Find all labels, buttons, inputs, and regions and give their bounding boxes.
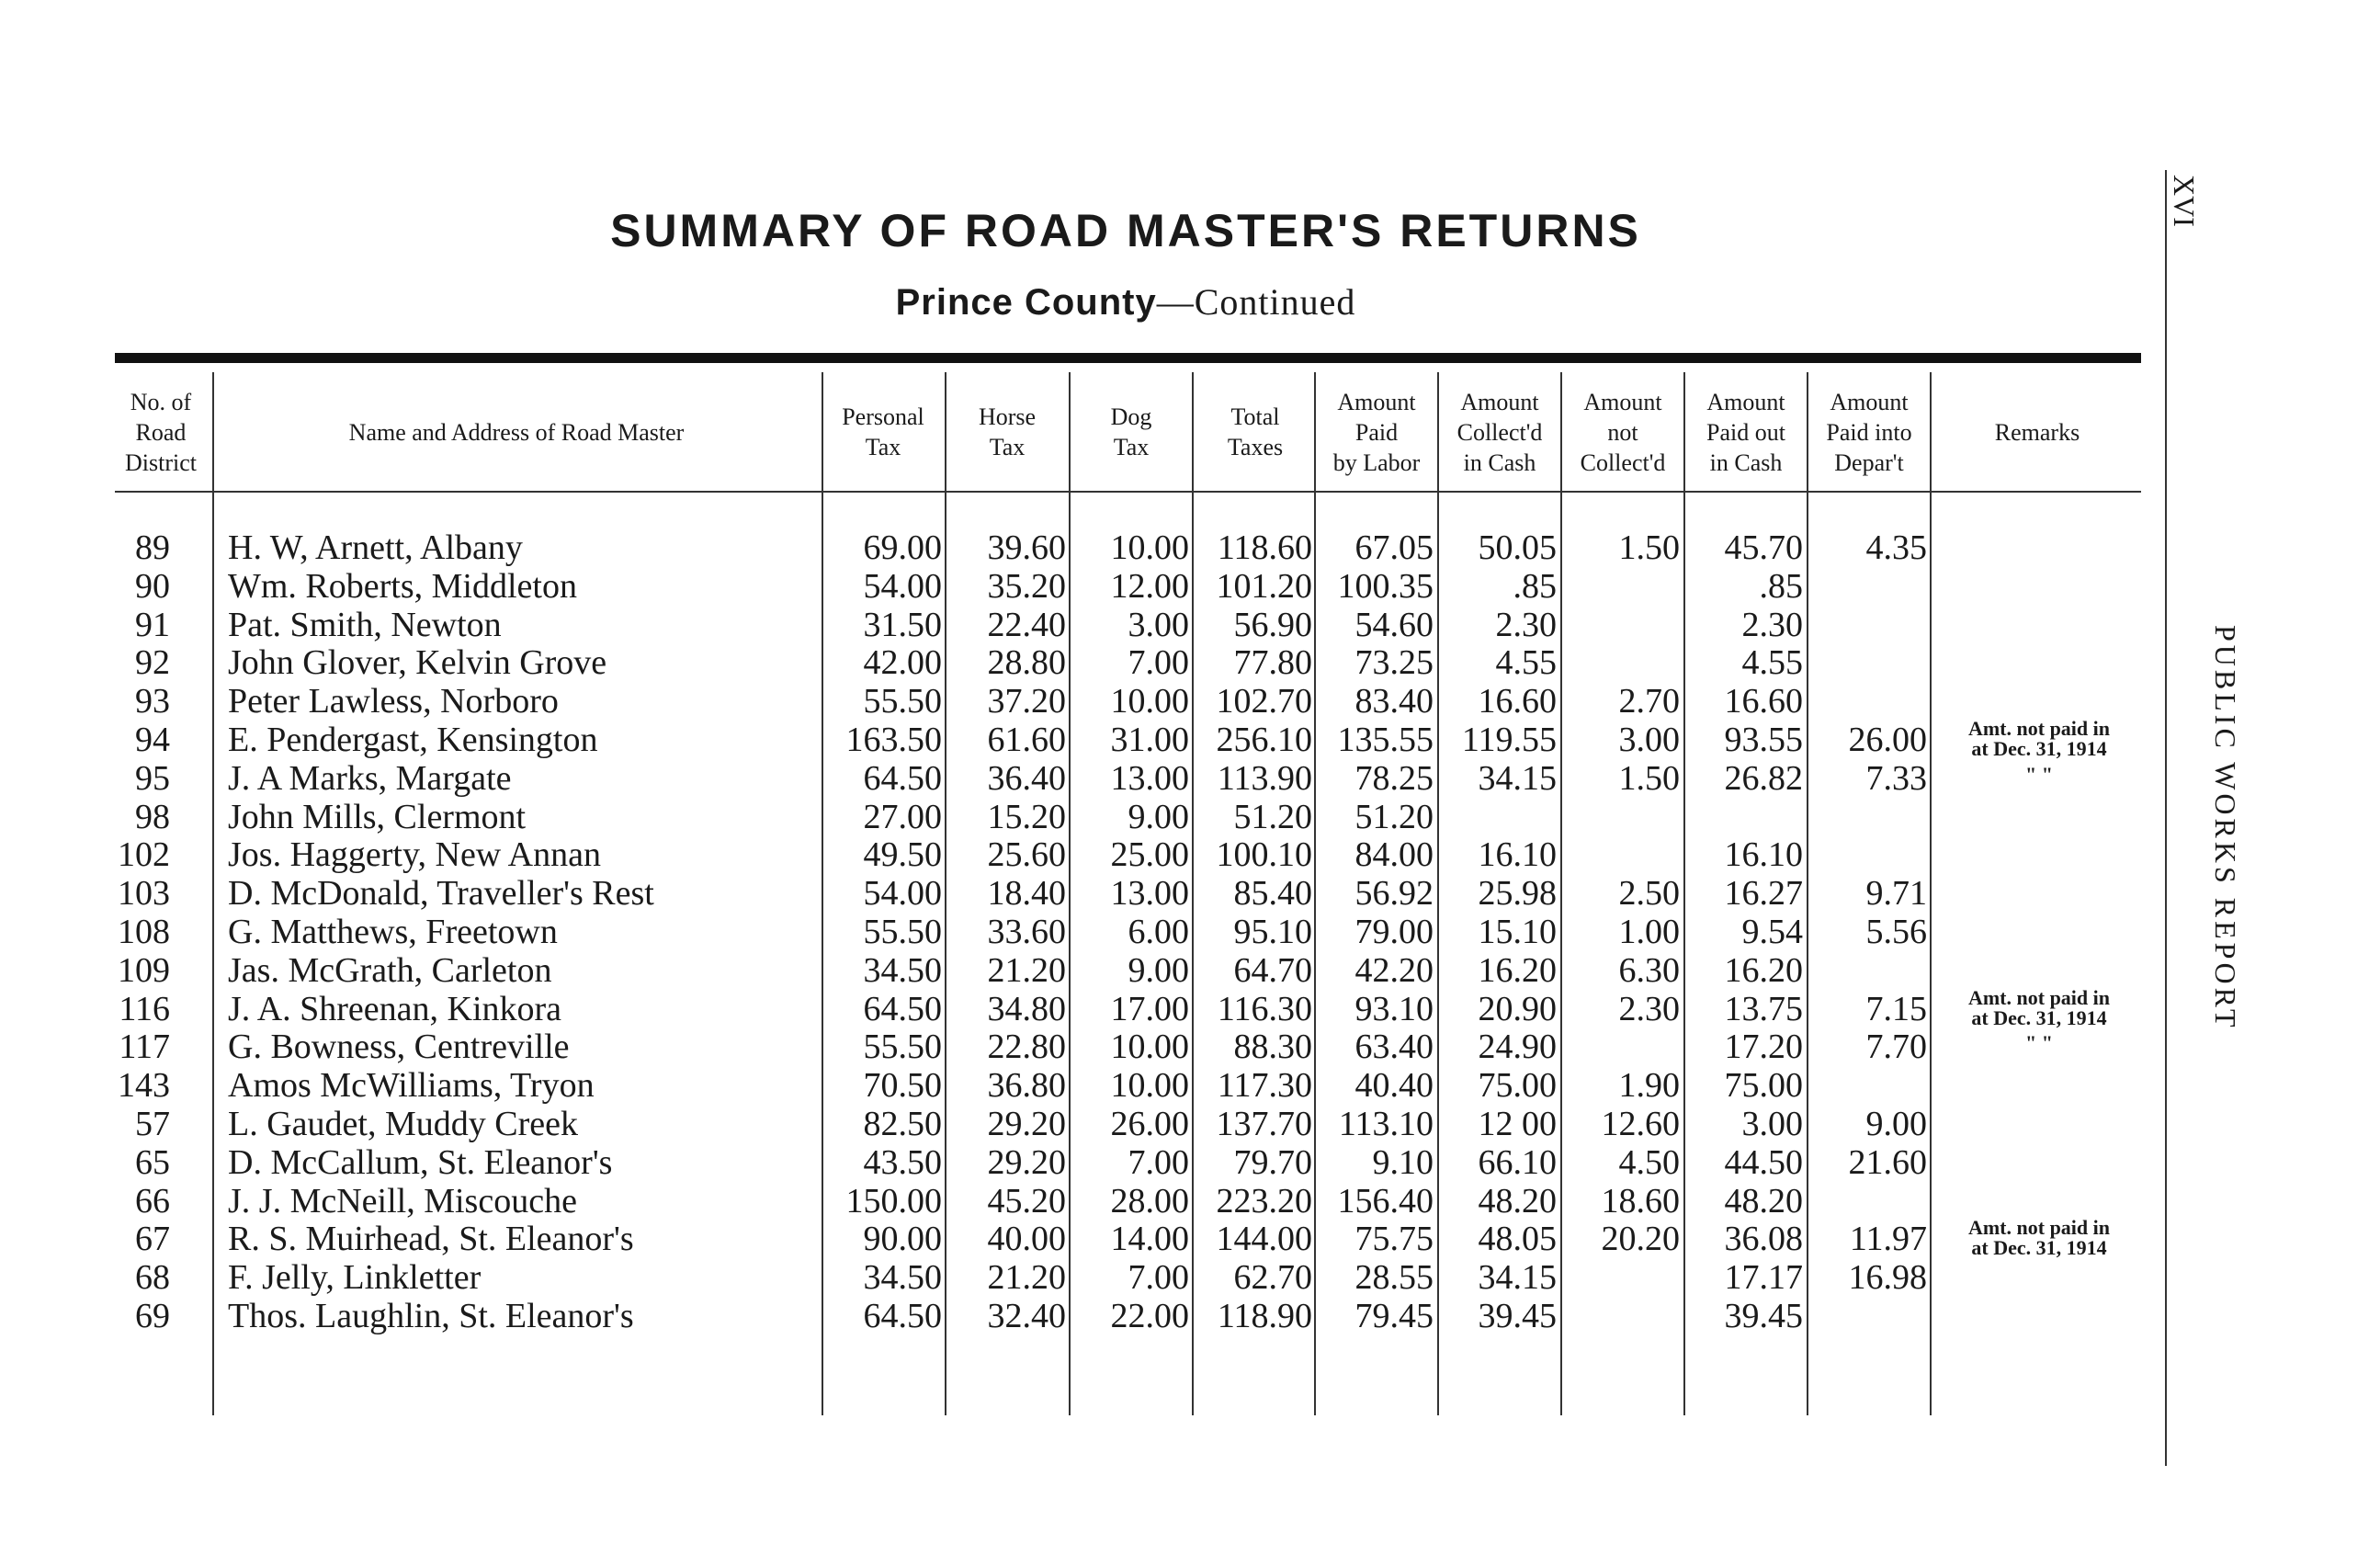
personal-tax-cell: 34.50 (863, 1258, 942, 1298)
paid-by-labor-cell: 40.40 (1354, 1066, 1434, 1106)
horse-tax-cell: 21.20 (987, 1258, 1066, 1298)
district-cell: 66 (135, 1181, 170, 1220)
name-cell: J. A. Shreenan, Kinkora (228, 989, 562, 1028)
header-paid-by-labor: Amount Paid by Labor (1332, 388, 1421, 476)
horse-tax-cell: 21.20 (987, 950, 1066, 990)
name-cell: Jas. McGrath, Carleton (228, 950, 552, 990)
collected-cash-cell: 16.10 (1478, 835, 1557, 875)
paid-out-cell: 16.60 (1724, 682, 1803, 721)
collected-cash-cell: 25.98 (1478, 874, 1557, 914)
paid-by-labor-cell: 83.40 (1354, 682, 1434, 721)
district-cell: 109 (118, 950, 170, 990)
district-cell: 89 (135, 528, 170, 567)
district-cell: 92 (135, 643, 170, 683)
personal-tax-cell: 70.50 (863, 1066, 942, 1106)
table-row (0, 1066, 2380, 1105)
horse-tax-cell: 29.20 (987, 1105, 1066, 1143)
collected-cash-cell: 119.55 (1461, 721, 1557, 759)
remark-note (1934, 1033, 2144, 1053)
remark-line: " " (2025, 762, 2053, 786)
dog-tax-cell: 10.00 (1110, 1027, 1189, 1067)
table-row (0, 682, 2380, 721)
dog-tax-cell: 25.00 (1110, 835, 1189, 875)
paid-out-cell: 48.20 (1724, 1181, 1803, 1220)
personal-tax-cell: 150.00 (845, 1181, 942, 1220)
not-collected-cell: 1.00 (1618, 913, 1680, 951)
paid-by-labor-cell: 75.75 (1354, 1220, 1434, 1259)
horse-tax-cell: 37.20 (987, 682, 1066, 721)
table-row (0, 606, 2380, 644)
name-cell: J. A Marks, Margate (228, 758, 512, 798)
collected-cash-cell: 15.10 (1478, 913, 1557, 951)
county-name: Prince County (895, 282, 1157, 323)
collected-cash-cell: 16.60 (1478, 682, 1557, 721)
paid-out-cell: 75.00 (1724, 1066, 1803, 1106)
total-taxes-cell: 79.70 (1233, 1142, 1312, 1182)
name-cell: D. McCallum, St. Eleanor's (228, 1142, 613, 1182)
district-cell: 143 (118, 1066, 170, 1106)
paid-by-labor-cell: 113.10 (1338, 1105, 1434, 1143)
dog-tax-cell: 9.00 (1128, 950, 1189, 990)
district-cell: 68 (135, 1258, 170, 1298)
horse-tax-cell: 45.20 (987, 1181, 1066, 1220)
table-row (0, 643, 2380, 682)
personal-tax-cell: 64.50 (863, 989, 942, 1028)
name-cell: E. Pendergast, Kensington (228, 721, 598, 759)
paid-out-cell: .85 (1759, 566, 1803, 606)
personal-tax-cell: 82.50 (863, 1105, 942, 1143)
remark-line: at Dec. 31, 1914 (1971, 1236, 2107, 1260)
total-taxes-cell: 56.90 (1233, 605, 1312, 644)
district-cell: 67 (135, 1220, 170, 1259)
paid-by-labor-cell: 9.10 (1372, 1142, 1434, 1182)
paid-out-cell: 36.08 (1724, 1220, 1803, 1259)
paid-out-cell: 3.00 (1741, 1105, 1803, 1143)
table-row (0, 835, 2380, 874)
header-total-taxes: Total Taxes (1227, 403, 1284, 460)
paid-into-cell: 16.98 (1848, 1258, 1927, 1298)
remark-note (1934, 1218, 2144, 1258)
paid-out-cell: 93.55 (1724, 721, 1803, 759)
paid-into-cell: 9.00 (1865, 1105, 1927, 1143)
district-cell: 93 (135, 682, 170, 721)
not-collected-cell: 2.50 (1618, 874, 1680, 914)
header-collected-in-cash: Amount Collect'd in Cash (1456, 388, 1543, 476)
paid-out-cell: 13.75 (1724, 989, 1803, 1028)
collected-cash-cell: 48.05 (1478, 1220, 1557, 1259)
paid-out-cell: 4.55 (1741, 643, 1803, 683)
collected-cash-cell: 4.55 (1495, 643, 1557, 683)
collected-cash-cell: 20.90 (1478, 989, 1557, 1028)
collected-cash-cell: 2.30 (1495, 605, 1557, 644)
paid-by-labor-cell: 79.00 (1354, 913, 1434, 951)
paid-by-labor-cell: 51.20 (1354, 797, 1434, 836)
horse-tax-cell: 28.80 (987, 643, 1066, 683)
table-row (0, 1182, 2380, 1220)
district-cell: 108 (118, 913, 170, 951)
name-cell: Peter Lawless, Norboro (228, 682, 559, 721)
paid-by-labor-cell: 56.92 (1354, 874, 1434, 914)
horse-tax-cell: 33.60 (987, 913, 1066, 951)
personal-tax-cell: 27.00 (863, 797, 942, 836)
total-taxes-cell: 101.20 (1216, 566, 1312, 606)
district-cell: 90 (135, 566, 170, 606)
dog-tax-cell: 7.00 (1128, 643, 1189, 683)
total-taxes-cell: 77.80 (1233, 643, 1312, 683)
paid-out-cell: 45.70 (1724, 528, 1803, 567)
district-cell: 65 (135, 1142, 170, 1182)
horse-tax-cell: 22.80 (987, 1027, 1066, 1067)
paid-into-cell: 26.00 (1848, 721, 1927, 759)
horse-tax-cell: 18.40 (987, 874, 1066, 914)
collected-cash-cell: 48.20 (1478, 1181, 1557, 1220)
table-row (0, 951, 2380, 990)
collected-cash-cell: 50.05 (1478, 528, 1557, 567)
horse-tax-cell: 39.60 (987, 528, 1066, 567)
dog-tax-cell: 6.00 (1128, 913, 1189, 951)
name-cell: G. Bowness, Centreville (228, 1027, 570, 1067)
collected-cash-cell: 24.90 (1478, 1027, 1557, 1067)
paid-by-labor-cell: 93.10 (1354, 989, 1434, 1028)
horse-tax-cell: 36.80 (987, 1066, 1066, 1106)
header-paid-out-in-cash: Amount Paid out in Cash (1706, 388, 1785, 476)
personal-tax-cell: 55.50 (863, 682, 942, 721)
header-personal-tax: Personal Tax (842, 403, 924, 460)
remark-line: at Dec. 31, 1914 (1971, 1005, 2107, 1029)
subtitle-continued: —Continued (1156, 281, 1356, 323)
paid-by-labor-cell: 67.05 (1354, 528, 1434, 567)
dog-tax-cell: 3.00 (1128, 605, 1189, 644)
district-cell: 116 (119, 989, 170, 1028)
running-title: PUBLIC WORKS REPORT (2209, 625, 2242, 1031)
total-taxes-cell: 223.20 (1216, 1181, 1312, 1220)
district-cell: 103 (118, 874, 170, 914)
table-row (0, 913, 2380, 951)
table-row (0, 798, 2380, 836)
name-cell: John Mills, Clermont (228, 797, 527, 836)
header-paid-into-department: Amount Paid into Depar't (1826, 388, 1912, 476)
page-title: SUMMARY OF ROAD MASTER'S RETURNS (610, 205, 1641, 256)
dog-tax-cell: 14.00 (1110, 1220, 1189, 1259)
name-cell: D. McDonald, Traveller's Rest (228, 874, 654, 914)
not-collected-cell: 6.30 (1618, 950, 1680, 990)
personal-tax-cell: 69.00 (863, 528, 942, 567)
district-cell: 94 (135, 721, 170, 759)
total-taxes-cell: 62.70 (1233, 1258, 1312, 1298)
paid-into-cell: 4.35 (1865, 528, 1927, 567)
header-name: Name and Address of Road Master (348, 418, 685, 446)
name-cell: H. W, Arnett, Albany (228, 528, 523, 567)
page-subtitle (0, 280, 2251, 324)
paid-into-cell: 7.33 (1865, 758, 1927, 798)
horse-tax-cell: 35.20 (987, 566, 1066, 606)
paid-into-cell: 9.71 (1865, 874, 1927, 914)
paid-by-labor-cell: 28.55 (1354, 1258, 1434, 1298)
table-row (0, 567, 2380, 606)
district-cell: 95 (135, 758, 170, 798)
paid-out-cell: 17.17 (1724, 1258, 1803, 1298)
horse-tax-cell: 34.80 (987, 989, 1066, 1028)
horse-tax-cell: 40.00 (987, 1220, 1066, 1259)
district-cell: 91 (135, 605, 170, 644)
total-taxes-cell: 118.60 (1217, 528, 1312, 567)
paid-into-cell: 7.70 (1865, 1027, 1927, 1067)
paid-out-cell: 16.10 (1724, 835, 1803, 875)
paid-out-cell: 16.27 (1724, 874, 1803, 914)
total-taxes-cell: 64.70 (1233, 950, 1312, 990)
dog-tax-cell: 9.00 (1128, 797, 1189, 836)
table-row (0, 1143, 2380, 1182)
page-number: XVI (2168, 175, 2201, 227)
not-collected-cell: 2.30 (1618, 989, 1680, 1028)
name-cell: Pat. Smith, Newton (228, 605, 502, 644)
paid-out-cell: 39.45 (1724, 1297, 1803, 1335)
not-collected-cell: 3.00 (1618, 721, 1680, 759)
total-taxes-cell: 118.90 (1217, 1297, 1312, 1335)
dog-tax-cell: 12.00 (1110, 566, 1189, 606)
collected-cash-cell: 66.10 (1478, 1142, 1557, 1182)
name-cell: L. Gaudet, Muddy Creek (228, 1105, 578, 1143)
paid-by-labor-cell: 73.25 (1354, 643, 1434, 683)
table-row (0, 1105, 2380, 1143)
horse-tax-cell: 32.40 (987, 1297, 1066, 1335)
margin-rule (2165, 170, 2167, 1466)
dog-tax-cell: 10.00 (1110, 528, 1189, 567)
remark-note (1934, 985, 2144, 1029)
paid-out-cell: 16.20 (1724, 950, 1803, 990)
paid-by-labor-cell: 84.00 (1354, 835, 1434, 875)
collected-cash-cell: 34.15 (1478, 758, 1557, 798)
header-horse-tax: Horse Tax (978, 403, 1037, 460)
paid-out-cell: 26.82 (1724, 758, 1803, 798)
total-taxes-cell: 256.10 (1216, 721, 1312, 759)
personal-tax-cell: 64.50 (863, 1297, 942, 1335)
remark-line: Amt. not paid in (1967, 717, 2111, 740)
collected-cash-cell: 12 00 (1478, 1105, 1557, 1143)
dog-tax-cell: 7.00 (1128, 1258, 1189, 1298)
paid-by-labor-cell: 78.25 (1354, 758, 1434, 798)
personal-tax-cell: 54.00 (863, 874, 942, 914)
district-cell: 117 (119, 1027, 170, 1067)
table-row (0, 1297, 2380, 1335)
collected-cash-cell: 16.20 (1478, 950, 1557, 990)
district-cell: 102 (118, 835, 170, 875)
personal-tax-cell: 55.50 (863, 1027, 942, 1067)
dog-tax-cell: 22.00 (1110, 1297, 1189, 1335)
header-top-rule (115, 353, 2141, 363)
personal-tax-cell: 49.50 (863, 835, 942, 875)
dog-tax-cell: 31.00 (1110, 721, 1189, 759)
paid-by-labor-cell: 63.40 (1354, 1027, 1434, 1067)
paid-out-cell: 17.20 (1724, 1027, 1803, 1067)
dog-tax-cell: 7.00 (1128, 1142, 1189, 1182)
paid-into-cell: 11.97 (1849, 1220, 1927, 1259)
personal-tax-cell: 34.50 (863, 950, 942, 990)
remark-note (1934, 762, 2144, 786)
personal-tax-cell: 54.00 (863, 566, 942, 606)
collected-cash-cell: 75.00 (1478, 1066, 1557, 1106)
table-row (0, 874, 2380, 913)
name-cell: R. S. Muirhead, St. Eleanor's (228, 1220, 634, 1259)
horse-tax-cell: 29.20 (987, 1142, 1066, 1182)
paid-by-labor-cell: 79.45 (1354, 1297, 1434, 1335)
collected-cash-cell: .85 (1513, 566, 1557, 606)
paid-by-labor-cell: 100.35 (1337, 566, 1434, 606)
not-collected-cell: 4.50 (1618, 1142, 1680, 1182)
dog-tax-cell: 17.00 (1110, 989, 1189, 1028)
header-bottom-rule (115, 491, 2141, 493)
name-cell: John Glover, Kelvin Grove (228, 643, 607, 683)
paid-into-cell: 5.56 (1865, 913, 1927, 951)
paid-out-cell: 44.50 (1724, 1142, 1803, 1182)
name-cell: Jos. Haggerty, New Annan (228, 835, 601, 875)
header-district: No. of Road District (125, 388, 197, 476)
total-taxes-cell: 113.90 (1217, 758, 1312, 798)
remark-line: Amt. not paid in (1967, 985, 2111, 1009)
horse-tax-cell: 61.60 (987, 721, 1066, 759)
name-cell: Thos. Laughlin, St. Eleanor's (228, 1297, 634, 1335)
personal-tax-cell: 43.50 (863, 1142, 942, 1182)
not-collected-cell: 2.70 (1618, 682, 1680, 721)
total-taxes-cell: 117.30 (1217, 1066, 1312, 1106)
not-collected-cell: 20.20 (1601, 1220, 1680, 1259)
paid-out-cell: 9.54 (1741, 913, 1803, 951)
total-taxes-cell: 100.10 (1216, 835, 1312, 875)
header-remarks: Remarks (1994, 418, 2080, 446)
horse-tax-cell: 36.40 (987, 758, 1066, 798)
name-cell: J. J. McNeill, Miscouche (228, 1181, 577, 1220)
not-collected-cell: 18.60 (1601, 1181, 1680, 1220)
personal-tax-cell: 31.50 (863, 605, 942, 644)
total-taxes-cell: 102.70 (1216, 682, 1312, 721)
horse-tax-cell: 15.20 (987, 797, 1066, 836)
total-taxes-cell: 116.30 (1217, 989, 1312, 1028)
not-collected-cell: 12.60 (1601, 1105, 1680, 1143)
collected-cash-cell: 34.15 (1478, 1258, 1557, 1298)
collected-cash-cell: 39.45 (1478, 1297, 1557, 1335)
dog-tax-cell: 13.00 (1110, 758, 1189, 798)
not-collected-cell: 1.50 (1618, 528, 1680, 567)
horse-tax-cell: 22.40 (987, 605, 1066, 644)
personal-tax-cell: 163.50 (845, 721, 942, 759)
personal-tax-cell: 64.50 (863, 758, 942, 798)
paid-by-labor-cell: 156.40 (1337, 1181, 1434, 1220)
district-cell: 98 (135, 797, 170, 836)
table-row (0, 528, 2380, 567)
name-cell: G. Matthews, Freetown (228, 913, 558, 951)
district-cell: 69 (135, 1297, 170, 1335)
personal-tax-cell: 90.00 (863, 1220, 942, 1259)
district-cell: 57 (135, 1105, 170, 1143)
paid-by-labor-cell: 42.20 (1354, 950, 1434, 990)
header-not-collected: Amount not Collect'd (1580, 388, 1666, 476)
paid-by-labor-cell: 135.55 (1337, 721, 1434, 759)
total-taxes-cell: 137.70 (1216, 1105, 1312, 1143)
remark-line: Amt. not paid in (1967, 1216, 2111, 1240)
name-cell: Amos McWilliams, Tryon (228, 1066, 595, 1106)
paid-out-cell: 2.30 (1741, 605, 1803, 644)
personal-tax-cell: 42.00 (863, 643, 942, 683)
total-taxes-cell: 51.20 (1233, 797, 1312, 836)
paid-into-cell: 21.60 (1848, 1142, 1927, 1182)
name-cell: F. Jelly, Linkletter (228, 1258, 482, 1298)
dog-tax-cell: 10.00 (1110, 682, 1189, 721)
dog-tax-cell: 28.00 (1110, 1181, 1189, 1220)
remark-line: " " (2025, 1031, 2053, 1055)
horse-tax-cell: 25.60 (987, 835, 1066, 875)
personal-tax-cell: 55.50 (863, 913, 942, 951)
remark-line: at Dec. 31, 1914 (1971, 737, 2107, 760)
not-collected-cell: 1.90 (1618, 1066, 1680, 1106)
paid-by-labor-cell: 54.60 (1354, 605, 1434, 644)
table-row (0, 1258, 2380, 1297)
dog-tax-cell: 26.00 (1110, 1105, 1189, 1143)
remark-note (1934, 719, 2144, 759)
total-taxes-cell: 85.40 (1233, 874, 1312, 914)
dog-tax-cell: 13.00 (1110, 874, 1189, 914)
name-cell: Wm. Roberts, Middleton (228, 566, 577, 606)
paid-into-cell: 7.15 (1865, 989, 1927, 1028)
header-dog-tax: Dog Tax (1110, 403, 1152, 460)
total-taxes-cell: 144.00 (1216, 1220, 1312, 1259)
dog-tax-cell: 10.00 (1110, 1066, 1189, 1106)
total-taxes-cell: 95.10 (1233, 913, 1312, 951)
total-taxes-cell: 88.30 (1233, 1027, 1312, 1067)
not-collected-cell: 1.50 (1618, 758, 1680, 798)
